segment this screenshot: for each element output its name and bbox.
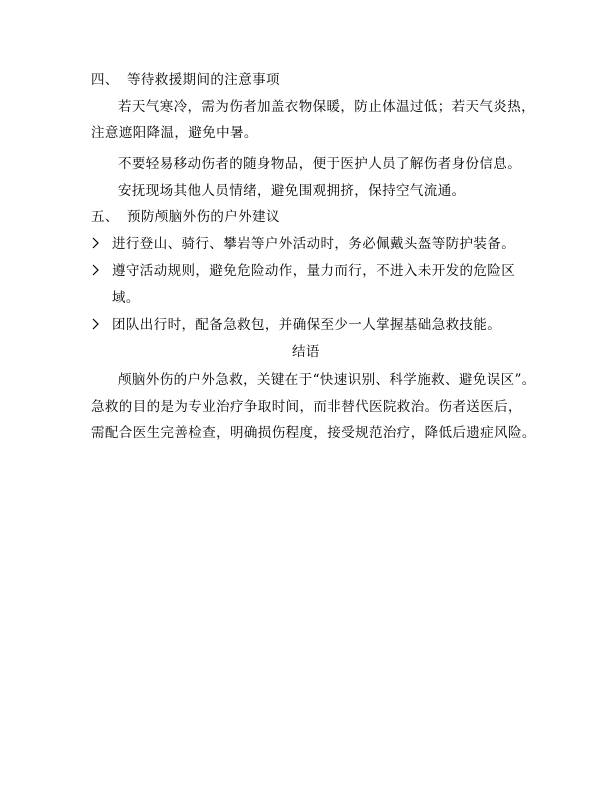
section-4-number: 四、: [91, 72, 119, 88]
section-4-paragraph-3: 安抚现场其他人员情绪，避免围观拥挤，保持空气流通。: [118, 183, 466, 199]
bullet-item-2-line-2: 域。: [112, 290, 140, 306]
conclusion-line-3: 需配合医生完善检查，明确损伤程度，接受规范治疗，降低后遗症风险。: [91, 425, 536, 441]
section-4-paragraph-2: 不要轻易移动伤者的随身物品，便于医护人员了解伤者身份信息。: [118, 156, 522, 172]
chevron-right-icon: [92, 237, 100, 249]
conclusion-title: 结语: [292, 344, 320, 360]
bullet-item-1: 进行登山、骑行、攀岩等户外活动时，务必佩戴头盔等防护装备。: [112, 236, 516, 252]
section-4-paragraph-1-line-1: 若天气寒冷，需为伤者加盖衣物保暖，防止体温过低；若天气炎热，: [118, 99, 535, 115]
section-5-heading: [91, 208, 280, 226]
section-4-paragraph-1-line-2: 注意遮阳降温，避免中暑。: [91, 125, 258, 141]
section-5-number: 五、: [91, 209, 119, 225]
bullet-item-3: 团队出行时，配备急救包，并确保至少一人掌握基础急救技能。: [112, 317, 502, 333]
bullet-item-2-line-1: 遵守活动规则，避免危险动作，量力而行，不进入未开发的危险区: [112, 263, 516, 279]
section-4-heading: [91, 71, 280, 89]
section-5-title: 预防颅脑外伤的户外建议: [127, 209, 280, 225]
conclusion-line-1: 颅脑外伤的户外急救，关键在于“快速识别、科学施救、避免误区”。: [118, 372, 536, 388]
section-4-title: 等待救援期间的注意事项: [127, 72, 280, 88]
conclusion-line-2: 急救的目的是为专业治疗争取时间，而非替代医院救治。伤者送医后，: [91, 399, 522, 415]
chevron-right-icon: [92, 318, 100, 330]
chevron-right-icon: [92, 264, 100, 276]
